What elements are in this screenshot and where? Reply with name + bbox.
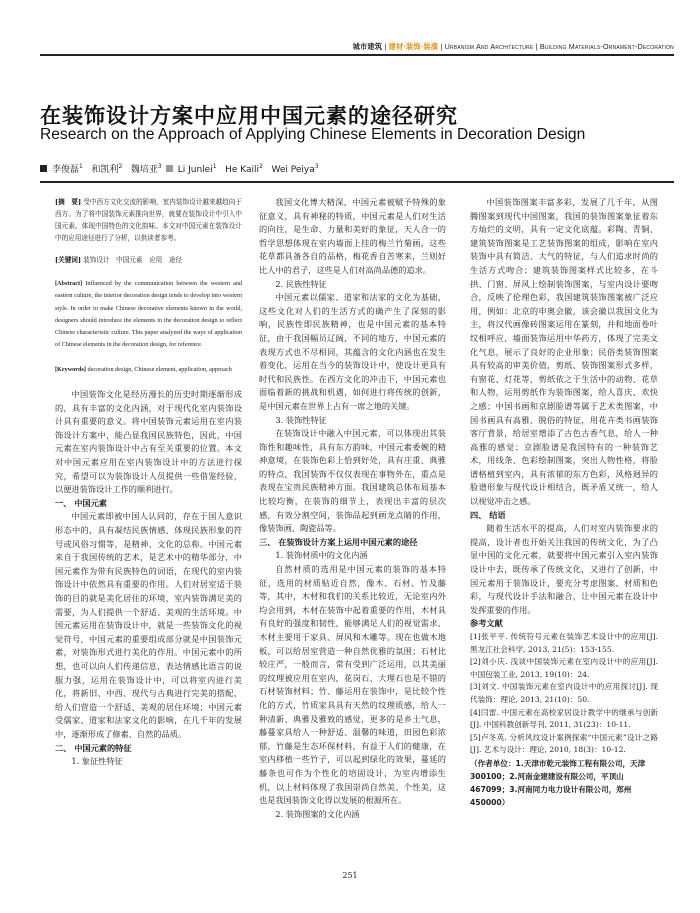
keywords-cn-label: [关键词] [55, 256, 82, 264]
author-mark: 1 [212, 163, 217, 170]
column-1 [55, 196, 242, 769]
reference-item: [1]张平平. 传统符号元素在装饰艺术设计中的应用[J]. 黑龙江社会科学, 2013, 21(5)：153-155. [470, 632, 658, 654]
body-paragraph: 中国元素以儒家、道家和法家的文化为基础，这些文化对人们的生活方式的确产生了深刻的影响，民族性即民族精神，也是中国元素的基本特征，由于我国幅员辽阔，不同的地方，中国元素的表现方式也不尽相同，其蕴含的文化内涵也在发生着变化，运用在当今的装饰设计中，使设计更具有时代和民族性。在西方文化的冲击下，中国元素也面临着新的挑战和机遇，如何进行将传统的创新，是中国元素在世界上占有一席之地的关键。 [259, 292, 446, 411]
header-separator: | [533, 42, 540, 51]
abstract-cn-label: [摘 要] [55, 198, 82, 206]
reference-item: [3]刘文. 中国装饰元素在室内设计中的应用探讨[J]. 现代装饰：理论, 2013, 21(10)：50. [470, 682, 658, 704]
subsection-heading: 3. 装饰性特征 [275, 414, 327, 425]
abstract-en [55, 278, 242, 352]
header-prefix: 城市建筑 [352, 42, 383, 51]
abstract-en-label: [Abstract] [55, 280, 83, 287]
reference-item: [2]刘小庆. 浅谈中国装饰元素在室内设计中的应用[J]. 中国包装工业, 2013, 19(10)：24. [470, 657, 658, 679]
author-mark: 3 [314, 163, 319, 170]
subsection-heading: 2. 装饰图案的文化内涵 [275, 808, 360, 819]
title-chinese: 在装饰设计方案中应用中国元素的途径研究 [40, 104, 458, 128]
author-mark: 1 [79, 163, 83, 170]
body-paragraph: 随着生活水平的提高，人们对室内装饰要求的提高，设计者也开始关注我国的传统文化，为了凸显中国的文化元素，就要将中国元素引入室内装饰设计中去，既传承了传统文化，又进行了创新，中国元素用于装饰设计，要充分考虑图案、材质和色彩，与现代设计手法和融合，让中国元素在设计中发挥重要的作用。 [470, 523, 658, 615]
author-en: He Kaili [225, 165, 260, 175]
body-paragraph: 自然材质的选用是中国元素的装饰的基本特征，选用的材质贴近自然，像木、石材、竹及藤等，其中，木材和我们的关系比较近，无论室内外均会用到，木材在装饰中起着重要的作用，木材具有良好的强度和韧性，能够满足人们的视觉需求，木材主要用于家具、屏风和木雕等。现在也做木地板，可以给居室营造一种自然优雅的氛围；石材比较庄严，一般而言，常有受到广泛运用，以其美丽的纹理被应用在室内，花岗石、大理石也是不错的石材装饰材料；竹、藤运用在装饰中，是比较个性化的方式，竹质家具具有天然的纹理质感，给人一种清新、典雅及雅致的感觉，更多的是乡土气息，藤蔓家具给人一种舒适、温馨的味道，田园色彩浓郁，竹藤是生态环保材料，有益于人们的健康，在室内移植一些竹子，可以起到绿化的效果，蔓延的藤条也可作为个性化的培固设计，为室内增添生机，以上材料体现了我国崇尚自然美、个性美，这也是我国装饰文化得以发展的根源所在。 [259, 564, 446, 806]
body-paragraph: 我国文化博大精深，中国元素被赋予特殊的象征意义，具有神秘的特质，中国元素是人们对生活的向往，是生命、力量和美好的象征，天人合一的哲学思想体现在室内墙面上挂的梅兰竹菊画，这些花草都具备各自的品格，梅花香自苦寒来，兰则好比人中的君子，这些是人们对高尚品德的追求。 [259, 197, 446, 275]
author-affiliation: （作者单位：1.天津市乾元装饰工程有限公司，天津 300100；2.河南金建建设有限公司，平顶山 467099；3.河南同力电力设计有限公司，郑州 450000） [470, 758, 646, 807]
section-heading: 一、 中国元素 [55, 497, 107, 508]
reference-list [470, 631, 658, 757]
author-cn: 李俊磊 [52, 165, 80, 175]
subsection-heading: 2. 民族性特征 [275, 278, 327, 289]
references-heading: 参考文献 [470, 618, 503, 629]
page-number: 251 [342, 871, 358, 880]
subsection-heading: 1. 装饰材质中的文化内涵 [275, 550, 368, 561]
header-separator: | [382, 42, 389, 51]
author-cn: 和凯利 [91, 165, 119, 175]
title-rule [40, 181, 674, 183]
running-header [40, 42, 674, 52]
column-3 [470, 196, 658, 809]
column-2 [259, 196, 446, 821]
header-english-section: Building Materials-Ornament-Decoration [539, 42, 674, 51]
title-english: Research on the Approach of Applying Chinese Elements in Decoration Design [40, 126, 586, 143]
author-line [40, 162, 319, 175]
author-en: Li Junlei [177, 165, 213, 175]
header-rule [40, 54, 674, 56]
reference-item: [4]闫雷. 中国元素在高校家居设计教学中的继承与创新[J]. 中国科教创新导刊, 2011, 31(23)：10-11. [470, 707, 658, 730]
author-cn: 魏培亚 [130, 165, 158, 175]
bullet-square-icon [40, 165, 47, 172]
header-topic: 建材·装饰·装潢 [388, 42, 439, 51]
author-mark: 2 [118, 163, 123, 170]
keywords-en [55, 364, 242, 376]
keywords-cn-text: 装饰设计 中国元素 应用 途径 [83, 256, 183, 264]
bullet-square-icon [166, 165, 173, 172]
keywords-en-label: [Keywords] [55, 365, 86, 373]
author-en: Wei Peiya [271, 165, 315, 175]
author-mark: 2 [259, 163, 263, 170]
keywords-cn [55, 254, 242, 266]
abstract-cn-text: 受中西方文化交流的影响，室内装饰设计越来越趋向于西方。为了将中国装饰元素推向世界，就要在装饰设计中引入中国元素。体现中国特色的文化韵味。本文对中国元素在装饰设计中的应用途径进行了分析，以供读者参考。 [55, 198, 242, 242]
section-heading: 四、 结语 [470, 509, 506, 520]
body-paragraph: 中国装饰图案丰富多彩，发展了几千年，从图腾图案到现代中国图案，我国的装饰图案象征着东方灿烂的文明，具有一定文化底蕴。彩陶、青铜、建筑装饰图案是工艺装饰图案的组成，影响在室内装饰中具有简洁、大气的特征，与人们追求时尚的生活方式吻合；建筑装饰图案样式比较多，在斗拱、门窗、屏风上绘制装饰图案，与室内设计要吻合，反映了伦理色彩，我国建筑装饰图案被广泛应用，例如：北京的申奥会徽，该会徽以我国文化为主，将汉代画像砖图案运用在篆刻，并和地面卷叶纹相呼应，墙面装饰运用中华药方，体现了完美文化气息，展示了良好的企业形象；民俗类装饰图案具有较高的审美价值，剪纸、装饰图案形式多样，有窗花、灯花等，剪纸依之于生活中的动物、花草和人物，运用剪纸作为装饰图案，给人喜庆、欢快之感；中国书画和京剧脸谱等属于艺术类图案，中国书画具有高雅、脱俗的特征，用花卉类书画装饰客厅背景，给居室增添了古色古香气息，给人一种高雅的感觉；京剧脸谱是我国特有的一种装饰艺术，用线条、色彩绘制图案，突出人物性格，将脸谱格植到室内，具有浓郁的东方色彩，风格迥异的脸谱形象与现代设计相结合，既矛盾又统一，给人以视觉冲击之感。 [470, 197, 658, 507]
keywords-en-text: decoration design, Chinese element, application, approach [87, 365, 232, 373]
body-paragraph: 在装饰设计中融入中国元素，可以体现出其装饰性和趣味性，具有东方韵味，中国元素委婉的精神意境，在装饰色彩上恰到好处，具有庄重、典雅的特点，我国装饰不仅仅表现在事物外在，重点是表现在宝贵民族精神方面。我国建筑总体布局基本比较均衡，在装饰的细节上，表现出丰富的层次感，有效分割空间，装饰品起到画龙点睛的作用，像装饰画、陶瓷品等。 [259, 428, 446, 534]
section-heading: 三、 在装饰设计方案上运用中国元素的途径 [259, 536, 418, 547]
intro-paragraph: 中国装饰文化是经历漫长的历史时期逐渐形成的，具有丰富的文化内涵，对于现代化室内装饰设计具有重要的意义。将中国装饰元素运用在室内装饰设计方案中，能凸显我国民族特色，因此，中国元素在室内装饰设计中占有至关重要的位置。本文对中国元素应用在室内装饰设计中的方法进行探究，希望可以为装饰设计人员提供一些借鉴经验，以便进装饰设计工作的顺利进行。 [55, 389, 242, 495]
header-english-journal: Urbanism And Architecture [444, 42, 534, 51]
subsection-heading: 1. 象征性特征 [71, 756, 123, 767]
author-mark: 3 [157, 163, 162, 170]
reference-item: [5]卢冬英. 分析风纹设计案例探索“中国元素”设计之路[J]. 艺术与设计：理论, 2010, 18(3)：10-12. [470, 732, 658, 755]
header-separator: | [438, 42, 445, 51]
abstract-cn [55, 196, 242, 244]
section-heading: 二、 中国元素的特征 [55, 742, 132, 753]
body-paragraph: 中国元素即被中国人认同的，存在于国人意识形态中的，具有凝结民族情感、体现民族形象的符号或风俗习惯等，是精神、文化的总称。中国元素来自于我国传统的艺术，是艺术中的精华部分，中国元素作为带有民族特色的词语，在现代的室内装饰设计中依然具有重要的作用。人们对居室适于装饰的目的就是美化居住的环境，室内装饰满足美的需要，为人们提供一个舒适、美观的生活环境。中国元素运用在装饰设计中，就是一些装饰文化的视觉符号，中国元素的重要组成部分就是中国装饰元素，对装饰形式进行美化的作用。中国元素中的所想，也可以向人们传递信息，表达情感比语言的说服力强，运用在装饰设计中，可以将室内进行美化，将新旧、中西、现代与古典进行完美的搭配，给人们营造一个舒适、美观的居住环境；中国元素受儒家、道家和法家文化的影响，在几千年的发展中，逐渐形成了修素、自然的品质。 [55, 511, 242, 739]
abstract-en-text: Influenced by the communication between the western and eastern culture, the interior decoration design tends to develop into western style. In order to make Chinese decorative elements known in the world, designers should introduce the elements in the decoration design to reflect Chinese characteristic culture. This paper analyzed the ways of application of Chinese elements in the decoration design, for reference. [55, 280, 243, 349]
